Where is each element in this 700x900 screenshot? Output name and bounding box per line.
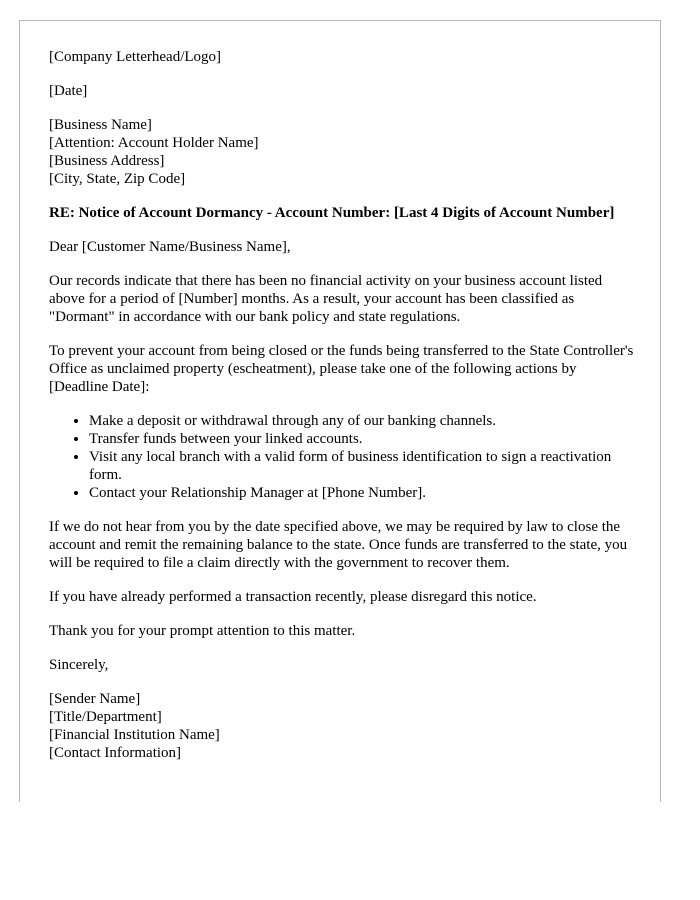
letter-body <box>49 48 634 778</box>
recipient-address: [Business Address] <box>49 153 165 169</box>
paragraph-dormancy-notice: Our records indicate that there has been no financial activity on your business account listed above for a period of [Number] months. As a result, your account has been classified as "Dormant" in accordance with our bank policy and state regulations. <box>49 273 603 325</box>
action-item: • Contact your Relationship Manager at [Phone Number]. <box>89 484 634 502</box>
closing: Sincerely, <box>49 657 109 673</box>
institution-name: [Financial Institution Name] <box>49 727 220 743</box>
letterhead: [Company Letterhead/Logo] <box>49 49 222 65</box>
action-item: • Make a deposit or withdrawal through any of our banking channels. <box>89 412 634 430</box>
recipient-city-state-zip: [City, State, Zip Code] <box>49 171 186 187</box>
action-item: • Visit any local branch with a valid form of business identification to sign a reactivation form. <box>89 448 634 484</box>
paragraph-required-actions: To prevent your account from being closed or the funds being transferred to the State Controller's Office as unclaimed property (escheatment), please take one of the following actions by [Deadline Date]: <box>49 343 634 395</box>
recipient-business-name: [Business Name] <box>49 117 152 133</box>
contact-information: [Contact Information] <box>49 745 182 761</box>
letter-date: [Date] <box>49 83 88 99</box>
sender-title: [Title/Department] <box>49 709 162 725</box>
subject-line: RE: Notice of Account Dormancy - Account Number: [Last 4 Digits of Account Number] <box>49 205 615 221</box>
signature-block <box>49 690 634 762</box>
salutation: Dear [Customer Name/Business Name], <box>49 239 291 255</box>
paragraph-thanks: Thank you for your prompt attention to this matter. <box>49 623 356 639</box>
paragraph-disregard: If you have already performed a transaction recently, please disregard this notice. <box>49 589 537 605</box>
recipient-address-block <box>49 116 634 188</box>
action-item: • Transfer funds between your linked accounts. <box>89 430 634 448</box>
recipient-attention: [Attention: Account Holder Name] <box>49 135 259 151</box>
paragraph-escheatment-warning: If we do not hear from you by the date specified above, we may be required by law to close the account and remit the remaining balance to the state. Once funds are transferred to the state, you will be required to file a claim directly with the government to recover them. <box>49 519 628 571</box>
actions-list <box>49 412 634 502</box>
sender-name: [Sender Name] <box>49 691 141 707</box>
letter-page <box>19 20 661 802</box>
